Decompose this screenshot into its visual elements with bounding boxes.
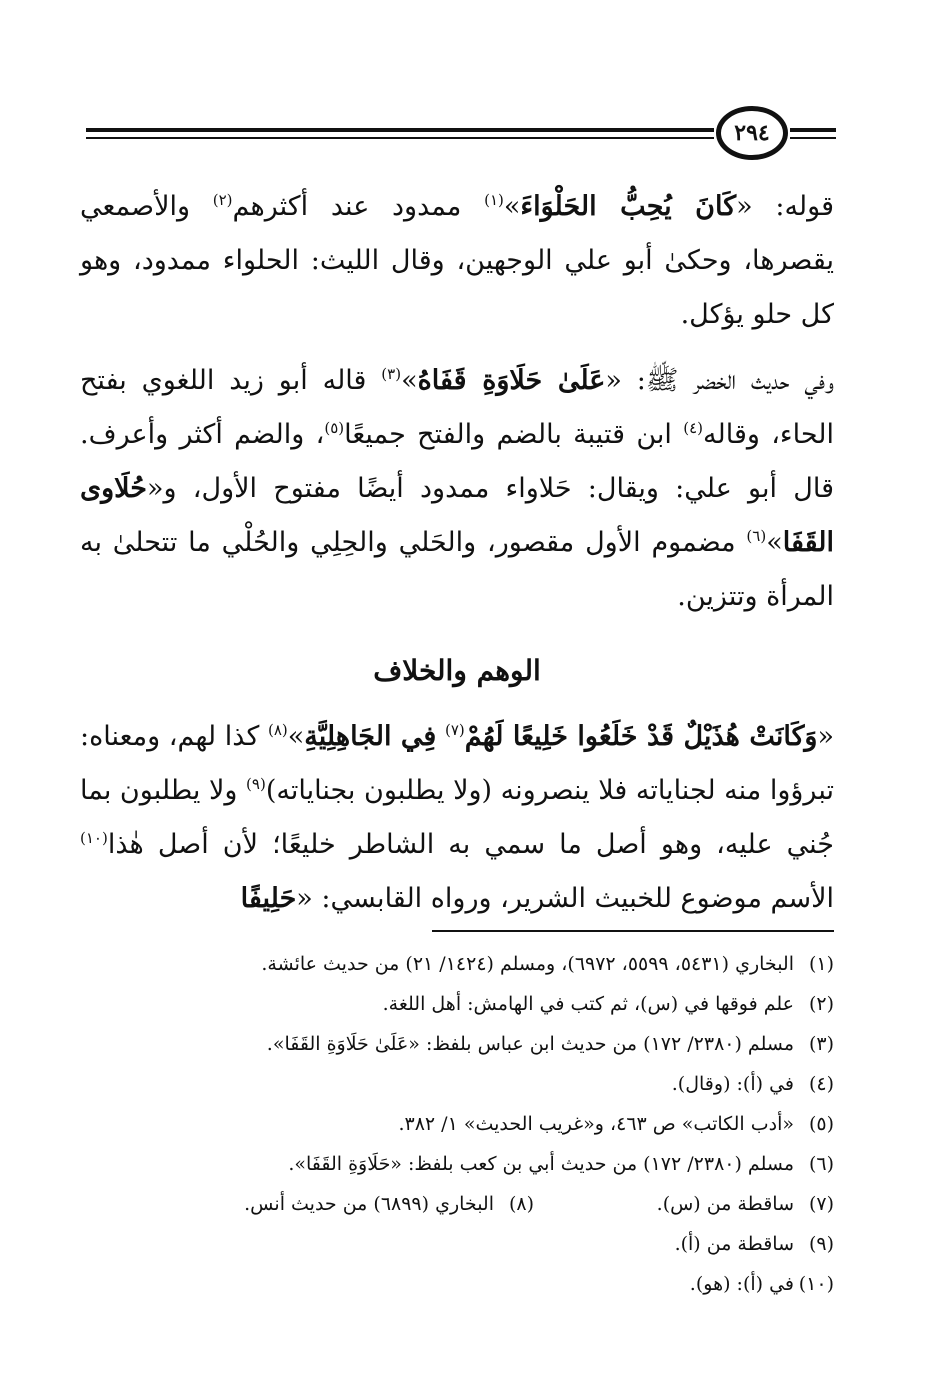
footnote-7: (٧)ساقطة من (س). (656, 1193, 834, 1215)
text-segment: ممدود عند أكثرهم (232, 191, 485, 222)
footnote-2: (٢)علم فوقها في (س)، ثم كتب في الهامش: أهل اللغة. (382, 993, 834, 1015)
text-segment: مضموم الأول مقصور، والحَلي والحِلِي والحُلْي ما تتحلىٰ به المرأة وتتزين. (80, 527, 834, 612)
page-header (0, 0, 952, 180)
page-number: ٢٩٤ (716, 106, 788, 160)
header-rule-right-thin (790, 137, 836, 139)
footnote-6: (٦)مسلم (٢٣٨٠/ ١٧٢) من حديث أبي بن كعب بلفظ: «حَلَاوَةِ القَفَا». (288, 1153, 834, 1175)
text-segment: قوله: « (736, 191, 835, 222)
text-segment: » (401, 365, 418, 396)
text-segment: » (503, 191, 521, 222)
footnote-1: (١)البخاري (٥٤٣١، ٥٥٩٩، ٦٩٧٢)، ومسلم (١٤٢٤/ ٢١) من حديث عائشة. (261, 953, 834, 975)
text-segment: ابن قتيبة بالضم والفتح جميعًا (344, 419, 684, 450)
footnote-ref: (١) (484, 191, 504, 209)
footnote-ref: (٦) (746, 527, 767, 545)
text-segment: قاله أبو زيد اللغوي بفتح الحاء، وقاله (80, 365, 835, 450)
footnote-divider (432, 930, 834, 932)
footnote-5: (٥)«أدب الكاتب» ص ٤٦٣، و«غريب الحديث» ١/ ٣٨٢. (398, 1113, 834, 1135)
footnote-8: (٨)البخاري (٦٨٩٩) من حديث أنس. (244, 1193, 534, 1215)
text-segment: « (817, 721, 834, 752)
footnote-ref: (١٠) (80, 829, 108, 847)
footnote-ref: (٣) (381, 365, 402, 383)
quoted-hadith-text: حَلِيفًا (240, 883, 297, 914)
footnote-ref: (٧) (445, 721, 465, 739)
paragraph-3 (80, 710, 834, 926)
footnote-10: (١٠)في (أ): (هو). (689, 1273, 834, 1295)
text-segment: » (287, 721, 305, 752)
footnote-ref: (٥) (324, 419, 345, 437)
paragraph-1 (80, 180, 834, 342)
footnote-ref: (٩) (246, 775, 266, 793)
quoted-hadith-text: حُلَاوى القَفَا (80, 473, 834, 558)
header-rule-right-thick (790, 128, 836, 132)
quoted-hadith-text: عَلَىٰ حَلَاوَةِ قَفَاهُ (417, 365, 606, 396)
text-segment: الأسم موضوع للخبيث الشرير، ورواه القابسي: « (296, 883, 834, 914)
footnote-9: (٩)ساقطة من (أ). (674, 1233, 834, 1255)
text-segment: ولا يطلبون بما جُني عليه، وهو أصل ما سمي به الشاطر خليعًا؛ لأن أصل هٰذا (79, 775, 834, 860)
footnotes (80, 944, 834, 1304)
main-text (80, 180, 834, 938)
text-segment: كذا لهم، ومعناه: تبرؤوا منه لجناياته فلا ينصرونه (ولا يطلبون بجناياته) (80, 721, 834, 806)
header-rule-thin (86, 137, 714, 139)
text-segment: ، والضم أكثر وأعرف. قال أبو علي: ويقال: حَلاواء ممدود أيضًا مفتوح الأول، و« (80, 419, 834, 504)
footnote-ref: (٤) (683, 419, 704, 437)
text-segment: » (766, 527, 783, 558)
footnote-ref: (٨) (267, 721, 288, 739)
footnote-4: (٤)في (أ): (وقال). (671, 1073, 834, 1095)
text-segment: والأصمعي يقصرها، وحكىٰ أبو علي الوجهين، وقال الليث: الحلواء ممدود، وهو كل حلو يؤكل. (80, 191, 834, 330)
text-segment (436, 721, 445, 752)
footnote-ref: (٢) (212, 191, 233, 209)
section-heading: الوهم والخلاف (373, 654, 541, 687)
footnote-row-7-8 (80, 1184, 834, 1224)
quoted-hadith-text: فِي الجَاهِلِيَّةِ (304, 721, 437, 752)
paragraph-2 (80, 354, 834, 624)
header-rule-thick (86, 128, 714, 132)
text-segment: وفي حديث الخضر ﷺ: « (605, 365, 835, 396)
quoted-hadith-text: كَانَ يُحِبُّ الحَلْوَاءَ (520, 191, 737, 222)
footnote-3: (٣)مسلم (٢٣٨٠/ ١٧٢) من حديث ابن عباس بلفظ: «عَلَىٰ حَلَاوَةِ القَفَا». (266, 1033, 834, 1055)
quoted-hadith-text: وَكَانَتْ هُذَيْلٌ قَدْ خَلَعُوا خَلِيعًا لَهُمْ (464, 721, 818, 752)
